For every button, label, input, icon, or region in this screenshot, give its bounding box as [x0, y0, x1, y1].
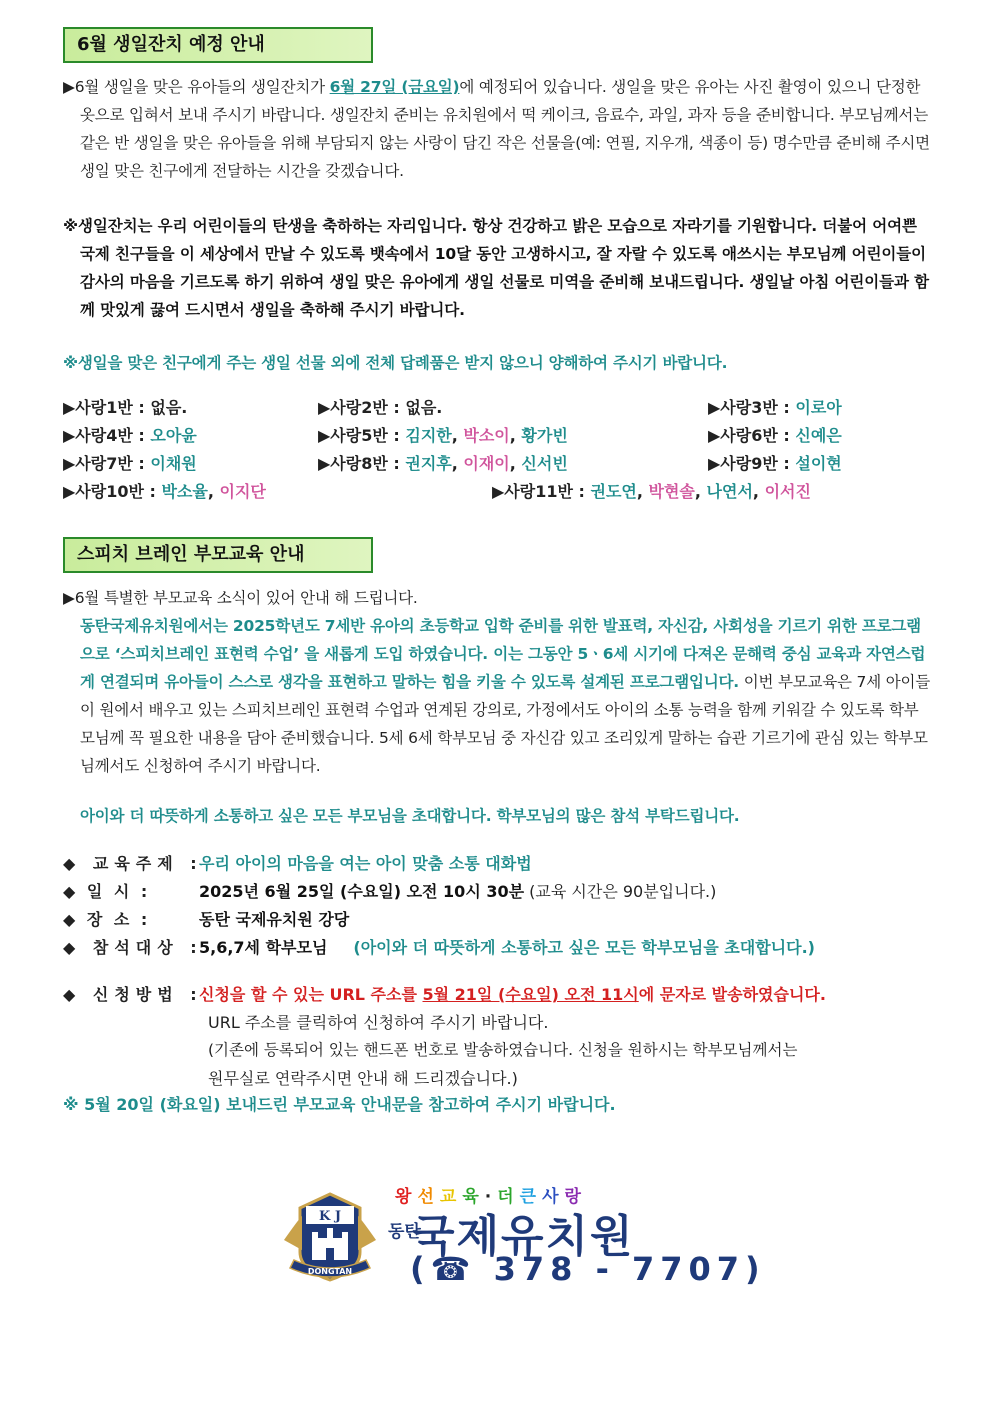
slogan-char: 선	[417, 1187, 440, 1207]
slogan-char: 육	[462, 1187, 485, 1207]
class-label: ▶사랑10반 :	[63, 482, 162, 501]
apply-send-date: 5월 21일 (수요일) 오전 11시	[422, 985, 639, 1004]
class-row	[63, 423, 197, 446]
child-name: 나연서	[706, 482, 753, 501]
edu-target-row: ◆ 참석대상 :5,6,7세 학부모님 (아이와 더 따뜻하게 소통하고 싶은 모든 학부모님을 초대합니다.)	[63, 938, 815, 957]
class-label: ▶사랑8반 :	[318, 454, 406, 473]
child-name: 박소율	[161, 482, 208, 501]
birthday-notice: ※생일을 맞은 친구에게 주는 생일 선물 외에 전체 답례품은 받지 않으니 양해하여 주시기 바랍니다.	[63, 354, 728, 372]
apply-line-4: 원무실로 연락주시면 안내 해 드리겠습니다.)	[208, 1069, 518, 1088]
kindergarten-name-small: 동탄	[388, 1222, 421, 1242]
class-label: ▶사랑2반 :	[318, 398, 406, 417]
class-label: ▶사랑6반 :	[708, 426, 796, 445]
child-name: 권도연	[590, 482, 637, 501]
kindergarten-name-big: 국제유치원	[412, 1211, 635, 1262]
child-name: 신예은	[795, 426, 842, 445]
child-name: 없음.	[405, 398, 443, 417]
apply-line-3: (기존에 등록되어 있는 핸드폰 번호로 발송하였습니다. 신청을 원하시는 학부모님께서는	[208, 1041, 798, 1059]
class-label: ▶사랑5반 :	[318, 426, 406, 445]
child-name: 황가빈	[521, 426, 568, 445]
edu-reference-note: ※ 5월 20일 (화요일) 보내드린 부모교육 안내문을 참고하여 주시기 바랍니다.	[63, 1095, 616, 1114]
class-row	[63, 451, 197, 474]
birthday-paragraph-1: ▶6월 생일을 맞은 유아들의 생일잔치가 6월 27일 (금요일)에 예정되어 있습니다. 생일을 맞은 유아는 사진 촬영이 있으니 단정한 옷으로 입혀서 보내 주시기 바랍니다. 생일잔치 준비는 유치원에서 떡 케이크, 음료수, 과일, 과자 등을 준비합니다. 부모님께서는 같은 반 생일을 맞은 유아들을 위해 부담되지 않는 사랑이 담긴 작은 선물을(예: 연필, 지우개, 색종이 등) 명수만큼 준비해 주시면 생일 맞은 친구에게 전달하는 시간을 갖겠습니다.	[63, 78, 930, 180]
class-label: ▶사랑1반 :	[63, 398, 151, 417]
child-name: 설이현	[795, 454, 842, 473]
class-label: ▶사랑11반 :	[492, 482, 591, 501]
class-label: ▶사랑3반 :	[708, 398, 796, 417]
child-name: 이채원	[150, 454, 197, 473]
child-name: 김지한	[405, 426, 452, 445]
edu-invite: 아이와 더 따뜻하게 소통하고 싶은 모든 부모님을 초대합니다. 학부모님의 많은 참석 부탁드립니다.	[80, 807, 740, 825]
slogan-char: ·	[484, 1187, 498, 1207]
slogan-char: 더	[497, 1187, 520, 1207]
slogan-char: 랑	[564, 1187, 587, 1207]
class-row: ▶사랑5반 : 김지한, 박소이, 황가빈	[318, 426, 568, 445]
slogan-char: 큰	[519, 1187, 543, 1207]
child-name: 권지후	[405, 454, 452, 473]
child-name: 박현솔	[648, 482, 695, 501]
class-row	[708, 395, 842, 418]
birthday-date: 6월 27일 (금요일)	[329, 78, 460, 96]
section-title-parent-edu: 스피치 브레인 부모교육 안내	[63, 537, 373, 573]
slogan-char: 사	[542, 1187, 565, 1207]
edu-topic-row: ◆ 교육주제 :우리 아이의 마음을 여는 아이 맞춤 소통 대화법	[63, 854, 532, 873]
edu-paragraph: 동탄국제유치원에서는 2025학년도 7세반 유아의 초등학교 입학 준비를 위한 발표력, 자신감, 사회성을 기르기 위한 프로그램으로 ‘스피치브레인 표현력 수업’ 을 새롭게 도입 하였습니다. 이는 그동안 5ㆍ6세 시기에 다져온 문해력 중심 교육과 자연스럽게 연결되며 유아들이 스스로 생각을 표현하고 말하는 힘을 키울 수 있도록 설계된 프로그램입니다. 이번 부모교육은 7세 아이들이 원에서 배우고 있는 스피치브레인 표현력 수업과 연계된 강의로, 가정에서도 아이의 소통 능력을 함께 키워갈 수 있도록 학부모님께 꼭 필요한 내용을 담아 준비했습니다. 5세 6세 학부모님 중 자신감 있고 조리있게 말하는 습관 기르기에 관심 있는 학부모님께서도 신청하여 주시기 바랍니다.	[80, 617, 931, 775]
edu-intro: ▶6월 특별한 부모교육 소식이 있어 안내 해 드립니다.	[63, 589, 418, 607]
class-row	[708, 423, 842, 446]
edu-date-row: ◆ 일 시 : 2025년 6월 25일 (수요일) 오전 10시 30분 (교육 시간은 90분입니다.)	[63, 882, 717, 901]
child-name: 오아윤	[150, 426, 197, 445]
class-row: ▶사랑10반 : 박소율, 이지단	[63, 482, 266, 501]
class-row	[318, 395, 442, 418]
slogan-char: 왕	[395, 1187, 418, 1207]
child-name: 이재이	[463, 454, 510, 473]
apply-line-2: URL 주소를 클릭하여 신청하여 주시기 바랍니다.	[208, 1013, 549, 1032]
class-label: ▶사랑9반 :	[708, 454, 796, 473]
class-row: ▶사랑11반 : 권도연, 박현솔, 나연서, 이서진	[492, 482, 811, 501]
badge-text: DONGTAN	[307, 1267, 353, 1276]
class-row	[63, 395, 187, 418]
slogan-char: 교	[439, 1187, 463, 1207]
class-label: ▶사랑7반 :	[63, 454, 151, 473]
kindergarten-badge-logo	[278, 1190, 382, 1284]
child-name: 이지단	[219, 482, 266, 501]
child-name: 신서빈	[521, 454, 568, 473]
child-name: 없음.	[150, 398, 188, 417]
badge-letters: K J	[319, 1209, 341, 1224]
edu-apply-row: ◆ 신청방법 :신청을 할 수 있는 URL 주소를 5월 21일 (수요일) 오전 11시에 문자로 발송하였습니다.	[63, 985, 826, 1004]
birthday-paragraph-2: ※생일잔치는 우리 어린이들의 탄생을 축하하는 자리입니다. 항상 건강하고 밝은 모습으로 자라기를 기원합니다. 더불어 어여쁜 국제 친구들을 이 세상에서 만날 수 있도록 뱃속에서 10달 동안 고생하시고, 잘 자랄 수 있도록 애쓰시는 부모님께 어린이들이 감사의 마음을 기르도록 하기 위하여 생일 맞은 유아에게 생일 선물로 미역을 준비해 보내드립니다. 생일날 아침 어린이들과 함께 맛있게 끓여 드시면서 생일을 축하해 주시기 바랍니다.	[63, 217, 930, 319]
class-row: ▶사랑8반 : 권지후, 이재이, 신서빈	[318, 454, 568, 473]
class-row	[708, 451, 842, 474]
child-name: 이서진	[764, 482, 811, 501]
child-name: 박소이	[463, 426, 510, 445]
edu-place-row: ◆ 장 소 : 동탄 국제유치원 강당	[63, 910, 350, 929]
child-name: 이로아	[795, 398, 842, 417]
class-label: ▶사랑4반 :	[63, 426, 151, 445]
section-title-birthday: 6월 생일잔치 예정 안내	[63, 27, 373, 63]
phone-number: (☎ 378 - 7707)	[410, 1250, 766, 1288]
